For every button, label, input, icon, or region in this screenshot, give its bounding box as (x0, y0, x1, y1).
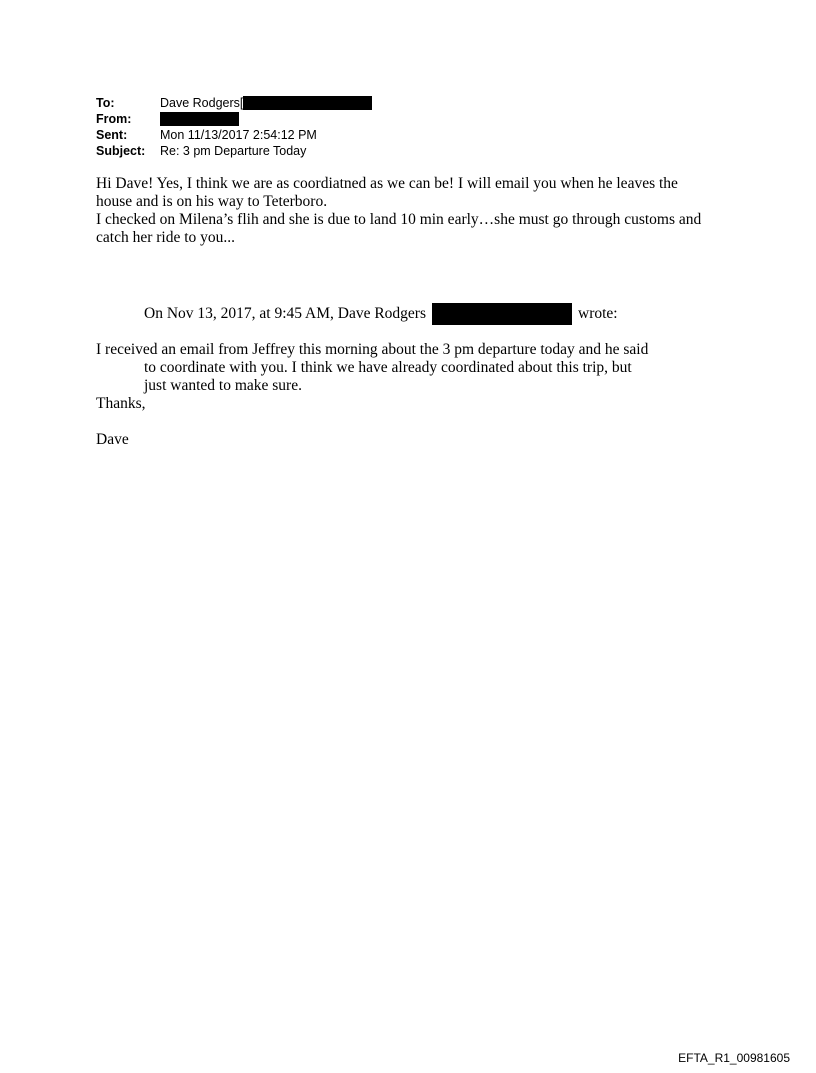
subject-label: Subject: (96, 144, 146, 158)
reply-line: catch her ride to you... (96, 229, 236, 246)
sent-row (96, 127, 372, 143)
quoted-signature: Dave (96, 431, 129, 448)
quoted-line: I received an email from Jeffrey this morning about the 3 pm departure today and he said (96, 341, 649, 358)
redaction-bar (432, 303, 572, 325)
redaction-bar (243, 96, 372, 110)
sent-label: Sent: (96, 128, 128, 142)
reply-line: Hi Dave! Yes, I think we are as coordiatned as we can be! I will email you when he leaves the (96, 175, 678, 192)
document-id: EFTA_R1_00981605 (678, 1051, 790, 1065)
quoted-thanks: Thanks, (96, 395, 146, 412)
subject-value: Re: 3 pm Departure Today (160, 144, 307, 158)
quoted-line: just wanted to make sure. (144, 377, 302, 394)
to-row (96, 95, 372, 111)
redaction-bar (160, 112, 239, 126)
reply-body (96, 175, 701, 247)
to-label: To: (96, 96, 115, 110)
quoted-line: to coordinate with you. I think we have already coordinated about this trip, but (144, 359, 632, 376)
from-label: From: (96, 112, 132, 126)
quoted-body (96, 341, 648, 449)
email-header (96, 95, 372, 159)
sent-value: Mon 11/13/2017 2:54:12 PM (160, 128, 317, 142)
to-value: Dave Rodgers[ (160, 96, 244, 110)
quoted-intro (144, 303, 618, 325)
subject-row (96, 143, 372, 159)
quoted-intro-prefix: On Nov 13, 2017, at 9:45 AM, Dave Rodgers (144, 305, 426, 322)
from-row (96, 111, 372, 127)
reply-line: house and is on his way to Teterboro. (96, 193, 328, 210)
blank-line (96, 413, 648, 431)
quoted-intro-suffix: wrote: (578, 305, 618, 322)
reply-line: I checked on Milena’s flih and she is due to land 10 min early…she must go through customs and (96, 211, 702, 228)
